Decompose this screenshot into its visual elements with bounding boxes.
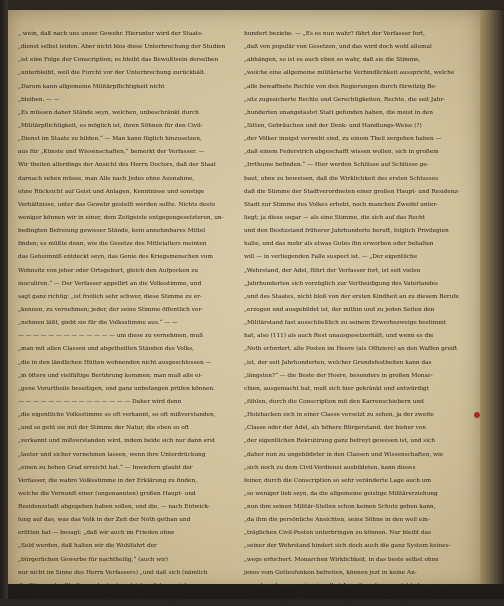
text-line: Residenzstadt abgegeben haben sollen, und die, — nach Entwick- xyxy=(18,504,210,511)
text-line: „Wehrstand, der Adel, führt der Verfasser fort, ist seit vielen xyxy=(244,267,421,274)
text-line: „Classe oder der Adel, als höhere Bürgerstand, der bisher von xyxy=(244,425,426,432)
text-line: Verhältnisse, unter das Gewehr gestellt werden sollte. Nichts desto xyxy=(18,201,216,208)
text-line: inoculiren.“ — Der Verfasser appellirt an die Volksstimme, und xyxy=(18,280,202,287)
text-line: bedingten Befreiung gewisser Stände, kein annehmbares Mittel xyxy=(18,228,206,235)
text-line: teste Recht und den Besitzstand von mehr als einem Jahr- xyxy=(18,596,188,603)
text-line: „daher nun zu ungebildeter in den Classen und Wissenschaften, wie xyxy=(244,451,444,458)
text-line: „einen zu hohen Grad erreicht hat.“ — Inwiefern glaubt der xyxy=(18,464,193,471)
text-line: „abhängen, so ist es auch eben so wahr, daß sie die Stimme, xyxy=(244,57,421,64)
right-text-column xyxy=(244,28,462,603)
text-line: „bürgerlichen Gewerbe für nachtheilig,“ (auch wir) xyxy=(18,556,168,563)
text-line: „in öftere und vielfältige Berührung kommen; man muß alle ei- xyxy=(18,372,203,379)
text-line: „Jahrhunderten sich vorzüglich zur Vertheidigung des Vaterlandes xyxy=(244,280,438,287)
text-line: „die eigentliche Volksstimme so oft verkannt, so oft mißverstanden, xyxy=(18,412,216,419)
text-line: „kennen, zu vernehmen; jeder, der seine Stimme öffentlich ver- xyxy=(18,306,204,313)
text-line: „der Völker innigst verwebt sind, zu einem Theil zergehen haben — xyxy=(244,136,442,143)
text-line: weniger können wir in einer, dem Zeitgeiste entgegengesetzteren, un- xyxy=(18,214,224,221)
text-line: „welche eine allgemeine militärische Verbindlichkeit ausspricht, welche xyxy=(244,70,455,77)
text-line: „hunderten unangetastet Statt gefunden haben, die meist in den xyxy=(244,109,433,116)
text-line: nur nicht im Sinne des Herrn Verfassers) „und daß sich (nämlich xyxy=(18,569,208,576)
text-line: „der eigentlichen Rekrutirung ganz befreyt gewesen ist, und sich xyxy=(244,438,436,445)
text-line: „sitz zugesicherte Rechte und Gerechtigkeiten, Rechte, die seit Jahr- xyxy=(244,96,446,103)
text-line: halte, und das mehr als etwas Gutes ihn erworben oder behalten xyxy=(244,241,434,248)
text-line: „nehmen läßt, giebt sie für die Volksstimme aus.“ — — xyxy=(18,320,178,327)
text-line: „so weniger lieb seyn, da die allgemeine geistige Militärerziehung xyxy=(244,490,438,497)
text-line: „Darum kann allgemeine Militärpflichtigkeit nicht xyxy=(18,83,165,90)
text-line: sagt ganz richtig: „ist freilich sehr schwer, diese Stimme zu er- xyxy=(18,293,202,300)
text-line: „daß einem Federstrich abgeschafft wissen wollen, sich in großem xyxy=(244,149,439,156)
text-line: „die in den ländlichen Hütten wohnenden nicht ausgeschlossen — xyxy=(18,359,212,366)
text-line: „verkannt und mißverstanden wird, indem beide sich nur dann erst xyxy=(18,438,216,445)
text-line: lung auf das, was das Volk in der Zeit der Noth gethan und xyxy=(18,517,191,524)
text-line: — — — — — — — — — — — — — — — Daher wird denn xyxy=(18,398,182,405)
text-line: feiner, durch die Conscription so sehr veränderte Lage auch um xyxy=(244,477,431,484)
text-line: „gene Vorurtheile beseitigen, und ganz unbefangen prüfen können. xyxy=(18,385,215,392)
text-line: und den Besitzstand früherer Jahrhunderte beruft, folglich Privilegien xyxy=(244,228,449,235)
text-line: darnach sehen müsse, man Alle nach Jedes ohne Ausnahme, xyxy=(18,175,195,182)
book-spine xyxy=(0,0,8,599)
text-line: Stadt zur Stimme des Volkes erhebt, noch manchen Zweifel unter- xyxy=(244,201,438,208)
text-line: „alle bewaffnete Rechte von den Regierungen durch fürwitzig Be- xyxy=(244,83,437,90)
text-line: baut, ohne zu beweisen, daß die Wirklichkeit des ersten Schlusses xyxy=(244,175,439,182)
text-line: „Militärpflichtigkeit, es möglich ist, ihren Söhnen für den Civil- xyxy=(18,122,203,129)
text-line: welche die Vernunft einer (ungenannten) großen Haupt- und xyxy=(18,490,196,497)
text-line: — — — — — — — — — — — — — um diese zu vernehmen, muß xyxy=(18,333,203,340)
text-line: will — in verliegenden Falle suspect ist. — „Der eigentliche xyxy=(244,254,418,261)
text-line: Wohnsitz von jeher oder Ortsgeburt, gleich den Aufpocken zu xyxy=(18,267,199,274)
text-line: daß die Stimme der Stadtverordneten einer großen Haupt- und Residenz- xyxy=(244,188,460,195)
text-line: chien, ausgemacht hat, muß sich hier gekränkt und entwürdigt xyxy=(244,385,429,392)
text-line: „Es müssen daher Stände seyn, welchen, unbeschränkt durch xyxy=(18,109,199,116)
text-line: „und so geht sie mit der Stimme der Natur, die eben so oft xyxy=(18,425,190,432)
text-line: „träglichen Civil-Posten unterbringen zu können. Nur bleibt das xyxy=(244,530,432,537)
text-line: aus für „Künste und Wissenschaften,“ bemerkt der Verfasser. — xyxy=(18,149,205,156)
text-line: „Irrthume befinden.“ — Hier werden Schlüsse auf Schlüsse ge- xyxy=(244,162,429,169)
text-line: das Geheimniß entdeckt seyn, das Genie des Kriegsmenschen vom xyxy=(18,254,213,261)
text-line: „erzogen und ausgebildet ist, der mithin und zu jeden Seiten den xyxy=(244,306,435,313)
text-line: „ wein, daß nach uns unser Gewehr. Hierunter wird der Staats- xyxy=(18,31,203,37)
text-line: „man mit allen Classen und abgetheilten Ständen des Volks, xyxy=(18,346,194,353)
text-line: „Holzhacken sich in einer Classe versetzt zu sehen, ja der zweite xyxy=(244,412,434,419)
text-line: „daß von populär von Gesetzen, und das wird doch wohl allemal xyxy=(244,44,432,51)
text-line: „wegs erfochert. Monarchen Wirklichkeit, in das beste selbst ohne xyxy=(244,556,439,563)
text-line: „da ihm die persönliche Ansichten, seine Söhne in den weil ein- xyxy=(244,517,430,524)
text-line: jenes vom Gottesfunken befreiten, können jezt in keine An- xyxy=(244,569,417,576)
text-line: „dienst selbst leiden. Aber nicht blos diese Unterbrechung der Studien xyxy=(18,44,226,51)
text-line: Dienst herbergeruffen, und die lange Dauer des Zwangs-Dienstes xyxy=(244,596,436,603)
text-line: hundert beziehe. — „Es es nun wahr? fährt der Verfasser fort, xyxy=(244,31,425,37)
text-line: „wendung kommen, in wie selbst Amerika schon gesetzt hat, man zum xyxy=(244,582,451,589)
text-line: „Sitten, Gebräuchen und der Denk- und Handlungs-Weise (?) xyxy=(244,122,422,129)
text-line: „und des Staates, nicht bloß von der ersten Kindheit an zu diesem Berufe xyxy=(244,293,459,300)
text-line: erlitten hat — besagt: „daß wir auch im Frieden ohne xyxy=(18,530,175,537)
text-line: Wir theilen allerdings der Ansicht des Herrn Doctors, daß der Staat xyxy=(18,162,217,169)
text-line: „Noth erfordert, alle Posten im Heere (als Offiziere) an den Waffen greift xyxy=(244,346,458,353)
text-line: „längsten?“ — die Beste der Heere, besonders in großen Monar- xyxy=(244,372,433,379)
text-line: „fühlen, durch die Conscription mit den Karrenschiebern und xyxy=(244,398,424,405)
left-text-column xyxy=(18,28,236,603)
text-line: ohne Rücksicht auf Geist und Anlagen, Kenntnisse und sonstige xyxy=(18,188,205,195)
text-line: „unterbleibt, weil die Furcht vor der Unterbrechung zurückhält. xyxy=(18,70,206,77)
text-line: „Sold werden, daß halten wir die Wohlfahrt der xyxy=(18,543,157,550)
text-line: „Militärstand fast ausschließlich zu seinem Erwerbszweige bestimmt xyxy=(244,320,447,327)
text-line: finden; es müßte denn, wie die Gesetze des Mittelalters meinten xyxy=(18,241,207,248)
text-line: „nun ihm seinen Militär-Stellen schon keinen Schutz geben kann, xyxy=(244,504,436,511)
page-stack-edge xyxy=(478,10,504,590)
red-ink-mark xyxy=(474,412,480,418)
text-line: „Dienst im Staate zu bilden.“ — Man kann füglich hinzusetzen, xyxy=(18,136,202,143)
text-line: „ist eine Folge der Conscription; es bleibt das Bewußtsein derselben xyxy=(18,57,219,64)
text-line: „sich noch zu dem Civil-Verdienst ausbildeten, kann dieses xyxy=(244,464,416,471)
text-line: „lauter und sicher vernehmen lassen, wenn ihre Unterdrückung xyxy=(18,451,206,458)
text-line: „seiner der Wehrstand hindert sich doch auch die ganz System keines- xyxy=(244,543,451,550)
text-line: „ist, der seit Jahrhunderten, welcher Grundsfestheiten kann das xyxy=(244,359,432,366)
text-line: liegt; ja diese sogar — als eine Stimme, die sich auf das Recht xyxy=(244,214,425,221)
text-line: hat, also (111) als auch Rest unausgesetzerhält, und wenn es die xyxy=(244,333,434,340)
text-line: „bleiben. — — xyxy=(18,96,60,103)
text-line: Verfasser, die wahre Volksstimme in der Erklärung zu finden, xyxy=(18,477,197,484)
text-line: die Stimme der Stadtverordneten) zugleich auf das gesicher- xyxy=(18,582,197,589)
